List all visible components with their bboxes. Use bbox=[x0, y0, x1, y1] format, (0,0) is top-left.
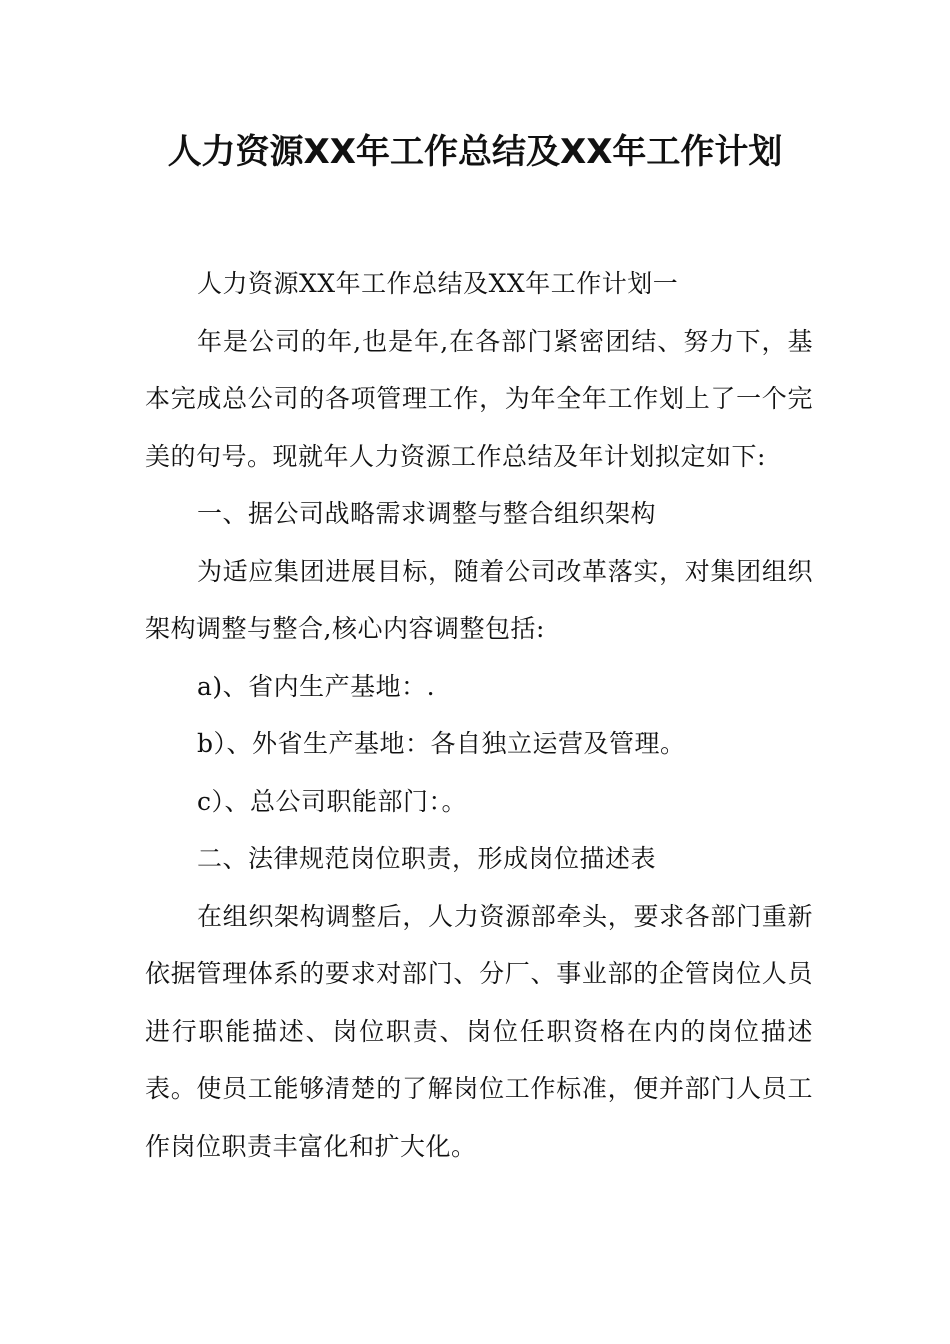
paragraph-section-1: 为适应集团进展目标，随着公司改革落实，对集团组织架构调整与整合,核心内容调整包括: bbox=[145, 556, 813, 643]
paragraph-section-2: 在组织架构调整后，人力资源部牵头，要求各部门重新依据管理体系的要求对部门、分厂、事业部的企管岗位人员进行职能描述、岗位职责、岗位任职资格在内的岗位描述表。使员工能够清楚的了解岗位工作标准，便并部门人员工作岗位职责丰富化和扩大化。 bbox=[145, 901, 813, 1161]
list-item-c: c）、总公司职能部门：。 bbox=[197, 786, 468, 816]
list-item-a: a)、省内生产基地：. bbox=[197, 671, 436, 701]
list-item-b: b）、外省生产基地：各自独立运营及管理。 bbox=[197, 729, 686, 758]
document-body bbox=[145, 255, 813, 1175]
section-heading-1: 一、据公司战略需求调整与整合组织架构 bbox=[197, 499, 657, 528]
paragraph-intro-heading: 人力资源XX年工作总结及XX年工作计划一 bbox=[197, 269, 679, 298]
paragraph-intro: 年是公司的年,也是年,在各部门紧密团结、努力下，基本完成总公司的各项管理工作，为年全年工作划上了一个完美的句号。现就年人力资源工作总结及年计划拟定如下: bbox=[145, 326, 813, 471]
document-title: 人力资源XX年工作总结及XX年工作计划 bbox=[167, 132, 783, 172]
section-heading-2: 二、法律规范岗位职责，形成岗位描述表 bbox=[197, 844, 657, 873]
